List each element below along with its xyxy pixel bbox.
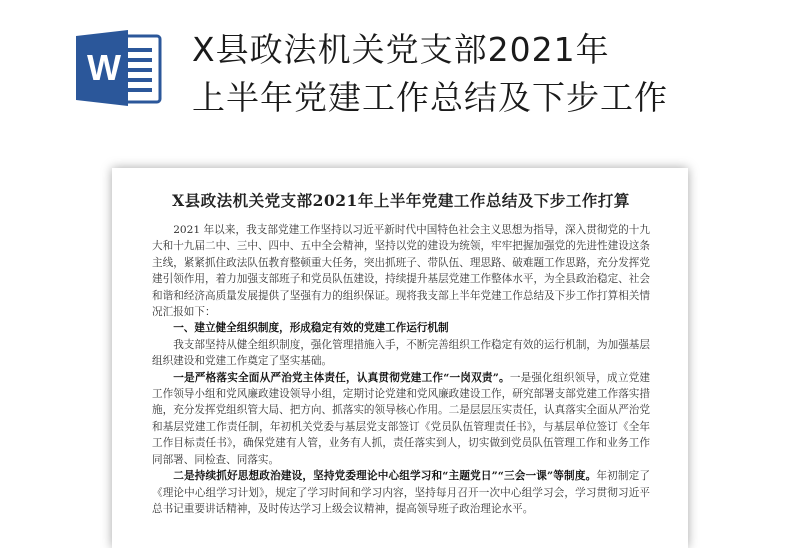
paragraph-3-body: 年初制定了《理论中心组学习计划》，规定了学习时间和学习内容，坚持每月召开一次中心组学习会，学习贯彻习近平总书记重要讲话精神，及时传达学习上级会议精神，提高领导班子政治理论水平。 [152, 470, 651, 515]
section-heading-1: 一、建立健全组织制度，形成稳定有效的党建工作运行机制 [173, 322, 449, 335]
paragraph-intro: 2021 年以来，我支部党建工作坚持以习近平新时代中国特色社会主义思想为指导，深入贯彻党的十九大和十九届二中、三中、四中、五中全会精神，坚持以党的建设为统领，牢牢把握加强党的先进性建设这条主线，紧紧抓住政法队伍教育整顿重大任务，突出抓班子、带队伍、理思路、破难题工作思路，充分发挥党建引领作用，着力加强支部班子和党员队伍建设，持续提升基层党建工作整体水平，为全县政治稳定、社会和谐和经济高质量发展提供了坚强有力的组织保证。现将我支部上半年党建工作总结及下步工作打算相关情况汇报如下： [152, 224, 650, 319]
paragraph-3-lead: 二是持续抓好思想政治建设，坚持党委理论中心组学习和“主题党日”“三会一课”等制度。 [173, 470, 597, 483]
document-page [112, 168, 688, 548]
page-content [152, 186, 650, 517]
word-document-icon [76, 28, 164, 108]
title-line-2: 上半年党建工作总结及下步工作 [192, 78, 668, 117]
paragraph-2-body: 一是强化组织领导，成立党建工作领导小组和党风廉政建设领导小组，定期讨论党建和党风廉政建设工作，研究部署支部党建工作落实措施，充分发挥党组织管大局、把方向、抓落实的领导核心作用。二是层层压实责任，认真落实全面从严治党和基层党建工作责任制，年初机关党委与基层党支部签订《党员队伍管理责任书》，与基层单位签订《全年工作目标责任书》，确保党建有人管，业务有人抓，责任落实到人，切实做到党员队伍管理工作和业务工作同部署、同检查、同落实。 [152, 371, 651, 466]
paragraph-3 [152, 468, 650, 517]
page-heading: X县政法机关党支部2021年上半年党建工作总结及下步工作打算 [172, 191, 630, 210]
paragraph-2 [152, 370, 650, 468]
document-title [192, 26, 792, 122]
word-letter: W [87, 47, 121, 88]
title-line-1: X县政法机关党支部2021年 [192, 30, 610, 69]
paragraph-1: 我支部坚持从健全组织制度，强化管理措施入手，不断完善组织工作稳定有效的运行机制，为加强基层组织建设和党建工作奠定了坚实基础。 [152, 338, 650, 368]
paragraph-2-lead: 一是严格落实全面从严治党主体责任，认真贯彻党建工作“一岗双责”。 [173, 371, 510, 384]
